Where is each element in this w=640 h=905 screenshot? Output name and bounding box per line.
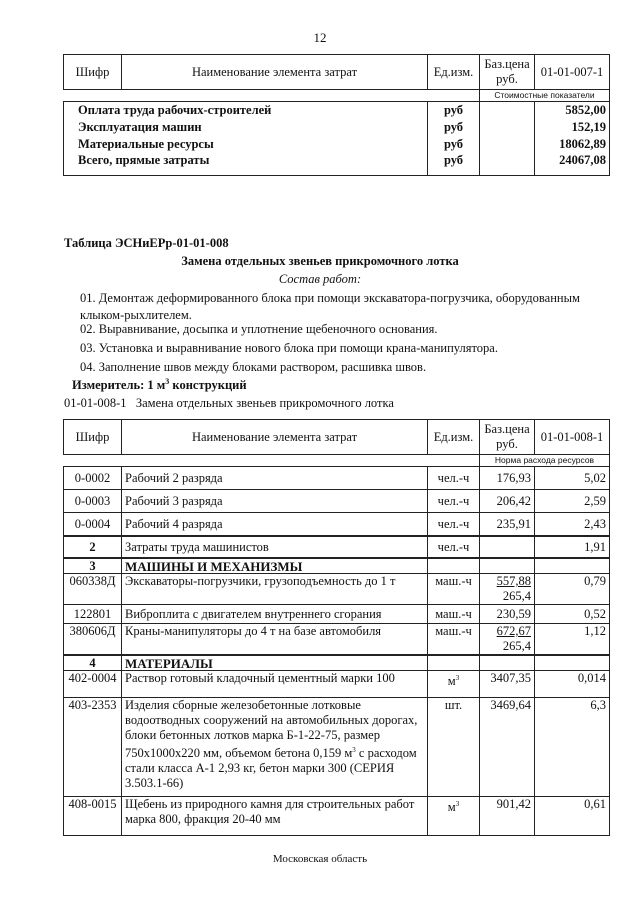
row-name: Экскаваторы-погрузчики, грузоподъемность до 1 т	[122, 574, 428, 605]
section-row	[64, 558, 610, 574]
table-row	[64, 467, 610, 490]
item-name: Замена отдельных звеньев прикромочного лотка	[135, 396, 394, 410]
row-name: Затраты труда машинистов	[122, 536, 428, 558]
row-value: 0,014	[535, 671, 610, 698]
col-rate-code-header: 01-01-008-1	[535, 420, 610, 455]
section-title: МАШИНЫ И МЕХАНИЗМЫ	[122, 558, 428, 574]
table-row	[64, 574, 610, 605]
col-rate-code-header: 01-01-007-1	[535, 55, 610, 90]
row-name: Рабочий 2 разряда	[122, 467, 428, 490]
row-code: 0-0003	[64, 490, 122, 513]
row-name: Рабочий 4 разряда	[122, 513, 428, 537]
row-code: 0-0004	[64, 513, 122, 537]
row-name: Раствор готовый кладочный цементный марки 100	[122, 671, 428, 698]
table2-subheader: Норма расхода ресурсов	[480, 455, 610, 467]
section-row	[64, 655, 610, 671]
table1-row-name: Оплата труда рабочих-строителей	[64, 102, 428, 120]
table-row	[64, 698, 610, 797]
row-unit: $м^3$	[428, 671, 480, 698]
works-title: Состав работ:	[278, 272, 362, 286]
table-row	[64, 624, 610, 656]
work-item: 03. Установка и выравнивание нового блока при помощи крана-манипулятора.	[80, 341, 498, 355]
col-price-header: Баз.цена руб.	[480, 55, 535, 90]
row-price: 235,91	[480, 513, 535, 537]
table1-subheader: Стоимостные показатели	[480, 90, 610, 102]
table1-row-value: 18062,89	[535, 136, 610, 153]
row-unit: чел.-ч	[428, 513, 480, 537]
table-row	[64, 605, 610, 624]
table1-row-value: 24067,08	[535, 153, 610, 176]
work-item: 02. Выравнивание, досыпка и уплотнение щебеночного основания.	[80, 322, 438, 336]
row-unit: маш.-ч	[428, 624, 480, 656]
row-code: 060338Д	[64, 574, 122, 605]
table-row	[64, 536, 610, 558]
item-line	[64, 396, 394, 411]
row-value: 1,12	[535, 624, 610, 656]
col-price-header: Баз.цена руб.	[480, 420, 535, 455]
row-price: 3469,64	[480, 698, 535, 797]
item-code: 01-01-008-1	[64, 396, 127, 410]
row-price: 672,67 265,4	[480, 624, 535, 656]
table-row	[64, 490, 610, 513]
row-code: 122801	[64, 605, 122, 624]
row-price: 230,59	[480, 605, 535, 624]
row-unit: шт.	[428, 698, 480, 797]
table1-row-value: 5852,00	[535, 102, 610, 120]
table-row	[64, 513, 610, 537]
page-number: 12	[313, 30, 327, 45]
row-name: Рабочий 3 разряда	[122, 490, 428, 513]
col-code-header: Шифр	[64, 55, 122, 90]
row-value: 0,79	[535, 574, 610, 605]
work-item: 01. Демонтаж деформированного блока при помощи экскаватора-погрузчика, оборудованным клыком-рыхлителем.	[80, 291, 580, 322]
section-code: 4	[64, 655, 122, 671]
row-code: 380606Д	[64, 624, 122, 656]
row-value: 0,52	[535, 605, 610, 624]
row-name: Виброплита с двигателем внутреннего сгорания	[122, 605, 428, 624]
row-code: 408-0015	[64, 797, 122, 836]
section-heading: Замена отдельных звеньев прикромочного лотка	[181, 254, 459, 268]
table1-row-unit: руб	[428, 153, 480, 176]
work-item: 04. Заполнение швов между блоками раствором, расшивка швов.	[80, 360, 427, 374]
table-row	[64, 797, 610, 836]
row-code: 403-2353	[64, 698, 122, 797]
resource-norms-table	[63, 419, 610, 836]
table1-row-name: Эксплуатация машин	[64, 119, 428, 136]
row-unit: чел.-ч	[428, 536, 480, 558]
table1-row-value: 152,19	[535, 119, 610, 136]
row-name: Щебень из природного камня для строительных работ марка 800, фракция 20-40 мм	[122, 797, 428, 836]
table-row	[64, 671, 610, 698]
row-price: 176,93	[480, 467, 535, 490]
row-name: Краны-манипуляторы до 4 т на базе автомобиля	[122, 624, 428, 656]
row-name: Изделия сборные железобетонные лотковые водоотводных сооружений на автомобильных дорогах, блоки бетонных лотков марка Б-1-22-75, размер 750х1000х220 мм, объемом бетона 0,159 $м^3$ с расходом стали класса А-1 2,93 кг, бетон марки 300 (СЕРИЯ 3.503.1-66)	[122, 698, 428, 797]
row-price: 3407,35	[480, 671, 535, 698]
row-unit: чел.-ч	[428, 467, 480, 490]
row-value: 0,61	[535, 797, 610, 836]
row-price: 206,42	[480, 490, 535, 513]
row-unit: маш.-ч	[428, 605, 480, 624]
row-value: 2,43	[535, 513, 610, 537]
row-value: 2,59	[535, 490, 610, 513]
table1-row-name: Всего, прямые затраты	[64, 153, 428, 176]
row-value: 1,91	[535, 536, 610, 558]
col-code-header: Шифр	[64, 420, 122, 455]
section-title: МАТЕРИАЛЫ	[122, 655, 428, 671]
row-code: 2	[64, 536, 122, 558]
table1-row-unit: руб	[428, 102, 480, 120]
table1-row-unit: руб	[428, 119, 480, 136]
col-unit-header: Ед.изм.	[428, 55, 480, 90]
row-value: 6,3	[535, 698, 610, 797]
table-title: Таблица ЭСНиЕРр-01-01-008	[64, 236, 229, 250]
row-unit: $м^3$	[428, 797, 480, 836]
table1-row-name: Материальные ресурсы	[64, 136, 428, 153]
section-code: 3	[64, 558, 122, 574]
col-name-header: Наименование элемента затрат	[122, 420, 428, 455]
col-unit-header: Ед.изм.	[428, 420, 480, 455]
measure-unit: Измеритель: 1 $м^3$ конструкций	[72, 377, 247, 393]
row-code: 0-0002	[64, 467, 122, 490]
cost-indicators-table	[63, 54, 610, 176]
row-value: 5,02	[535, 467, 610, 490]
table1-row-unit: руб	[428, 136, 480, 153]
page-footer: Московская область	[272, 853, 368, 865]
row-unit: чел.-ч	[428, 490, 480, 513]
row-code: 402-0004	[64, 671, 122, 698]
col-name-header: Наименование элемента затрат	[122, 55, 428, 90]
row-price: 557,88 265,4	[480, 574, 535, 605]
row-price: 901,42	[480, 797, 535, 836]
row-unit: маш.-ч	[428, 574, 480, 605]
